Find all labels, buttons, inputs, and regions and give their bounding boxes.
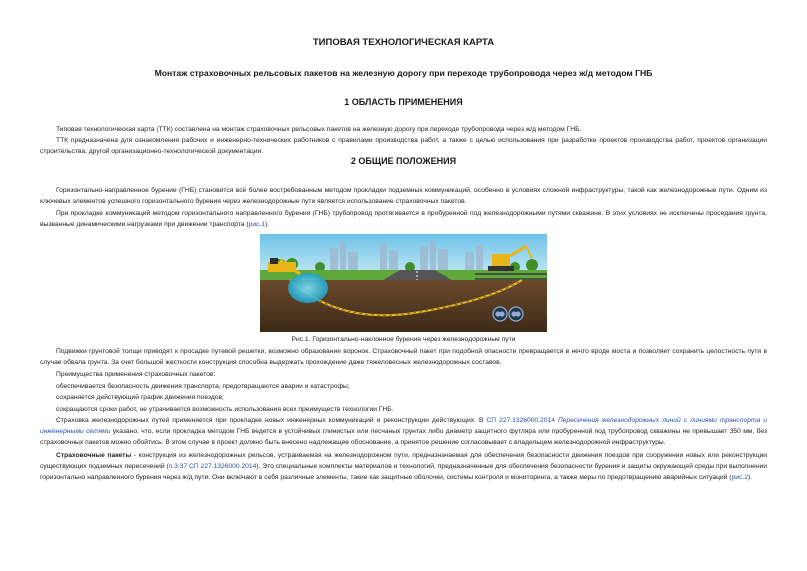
paragraph-end: ). <box>265 221 270 229</box>
section-2-paragraph-5 <box>40 450 767 484</box>
water-pocket <box>288 273 328 303</box>
section-2-paragraph-3: Подвижки грунтовой толщи приводят к просадке путевой решетки, возможно образование воронок. Страховочный пакет при подобной опасности превращается в нечто вроде моста и позволяет сохранить целостность пути в случае обвала грунта. За счет большой жесткости конструкция способна выдержать прохождение даже тяжеловесных железнодорожных составов. <box>40 348 767 367</box>
paragraph-text: ). Это специальные комплекты материалов и технологий, предназначенные для обеспечения безопасности бурения и защиты окружающей среды при выполнении горизонтально направленного бурения через ж/д пути. Они включают в себя различные элементы, такие как защитные оболочки, системы контроля и мониторинга, а также меры по предотвращению аварийных ситуаций ( <box>40 463 767 482</box>
figure-2-link[interactable]: рис.2 <box>731 474 748 482</box>
sp-227-title-link[interactable]: Пересечения железнодорожных линий с линиями транспорта и инженерными сетями <box>40 417 767 436</box>
paragraph-end: ). <box>747 474 753 482</box>
section-2-paragraph-2 <box>40 208 767 230</box>
section-2-paragraph-1: Горизонтально-направленное бурение (ГНБ) становится всё более востребованным методом прокладки подземных коммуникаций, особенно в условиях сложной инфраструктуры, такой как железнодорожные пути. Одним из ключевых элементов успешного горизонтального бурения через железнодорожные пути является использование страховочных пакетов. <box>40 187 767 206</box>
advantage-item: обеспечивается безопасность движения транспорта, предотвращаются аварии и катастрофы; <box>56 383 350 390</box>
section-1-paragraph-2: ТТК предназначена для ознакомления рабочих и инженерно-технических работников с правилами производства работ, а также с целью использования при разработке проектов производства работ, проектов организации строительства, другой организационно-технологической документации. <box>40 137 767 156</box>
sp-227-link[interactable]: СП 227.1326000.2014 <box>486 417 555 424</box>
figure-1-illustration <box>260 234 547 332</box>
figure-1-caption: Рис.1. Горизонтально-наклонное бурение через железнодорожные пути <box>291 336 516 343</box>
advantage-item: сохраняется действующий график движения поездов; <box>56 394 224 401</box>
section-2-heading: 2 ОБЩИЕ ПОЛОЖЕНИЯ <box>350 156 457 166</box>
sp-227-clause-link[interactable]: п.3.37 СП 227.1326000.2014 <box>168 463 257 471</box>
advantage-item: сокращаются сроки работ, не утрачивается возможность использования всех преимуществ технологии ГНБ. <box>56 406 394 413</box>
figure-1-link[interactable]: рис.1 <box>248 221 266 229</box>
section-2-paragraph-4 <box>40 415 767 449</box>
term-bold: Страховочные пакеты <box>56 452 132 459</box>
document-title: ТИПОВАЯ ТЕХНОЛОГИЧЕСКАЯ КАРТА <box>312 37 495 48</box>
paragraph-text: Страховка железнодорожных путей применяется при прокладке новых инженерных коммуникаций и реконструкции действующих. В <box>56 417 487 424</box>
section-1-paragraph-1: Типовая технологическая карта (ТТК) составлена на монтаж страховочных рельсовых пакетов на железную дорогу при переходе трубопровода через ж/д методом ГНБ. <box>56 126 582 133</box>
advantages-intro: Преимущества применения страховочных пакетов: <box>56 371 216 378</box>
document-subtitle: Монтаж страховочных рельсовых пакетов на железную дорогу при переходе трубопровода через ж/д методом ГНБ <box>154 68 653 78</box>
section-1-heading: 1 ОБЛАСТЬ ПРИМЕНЕНИЯ <box>344 97 463 107</box>
paragraph-text: - конструкция из железнодорожных рельсов, устраиваемая на железнодорожном пути, предназначаемая для обеспечения безопасности движения поездов при сооружении новых или реконструкции существующих подземных пересечений ( <box>40 452 767 471</box>
paragraph-text: указано, что, если прокладка методом ГНБ ведется в устойчивых глинистых или песчаных грунтах либо диаметр защитного футляра или пробуренной под трубопровод скважины не превышает 350 мм, без страховочных пакетов можно обойтись. В этом случае в проект должно быть внесено надлежащее обоснование, а принятое решение согласовывает с владельцем железнодорожной инфраструктуры. <box>40 428 767 447</box>
paragraph-text: При прокладке коммуникаций методом горизонтального направленного бурения (ГНБ) трубопровод протягивается в пробуренной под железнодорожными путями скважине. В этих условиях не исключены проседания грунта, вызванные динамическими нагрузками при движении транспорта ( <box>40 210 767 229</box>
